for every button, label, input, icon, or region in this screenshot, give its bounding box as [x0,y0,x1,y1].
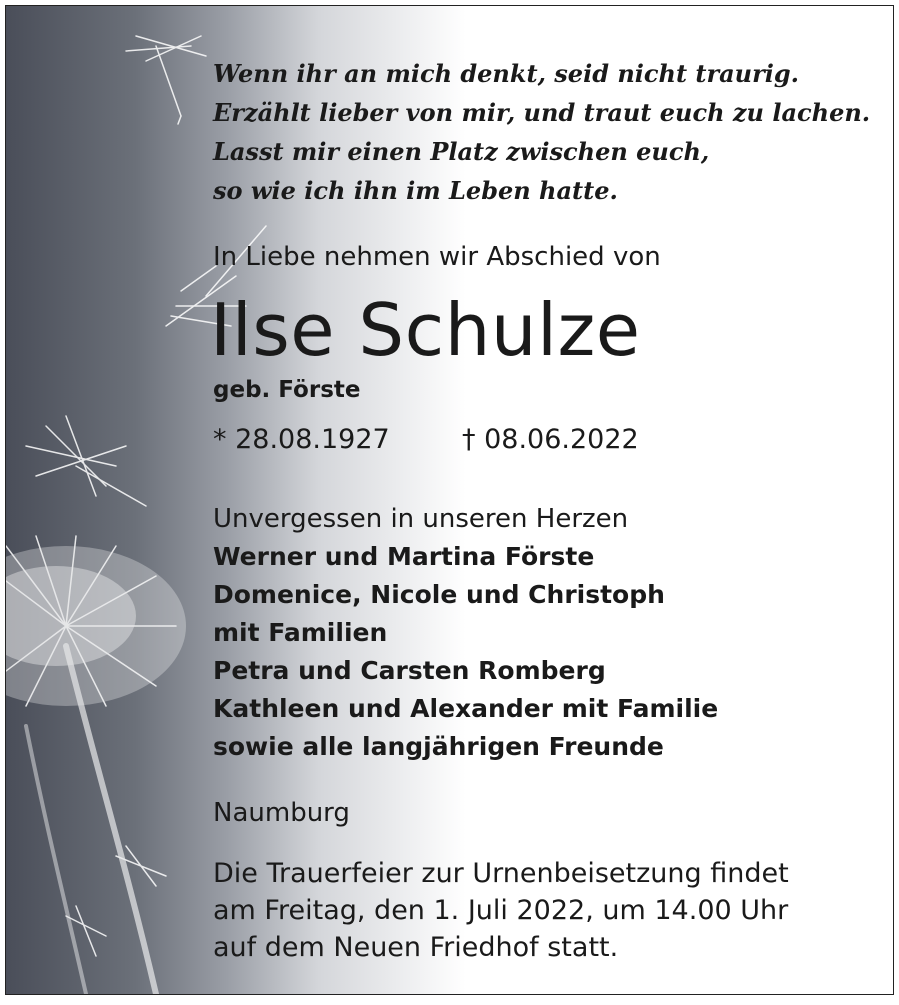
mourner-line: Domenice, Nicole und Christoph [213,580,665,609]
mourner-line: Kathleen und Alexander mit Familie [213,694,719,723]
intro-text: In Liebe nehmen wir Abschied von [213,242,661,272]
birth-date: * 28.08.1927 [213,424,390,455]
notice-text [210,54,883,966]
poem-line: Erzählt lieber von mir, und traut euch zu lachen. [213,98,871,127]
mourners-lead: Unvergessen in unseren Herzen [213,504,629,534]
mourner-line: Petra und Carsten Romberg [213,656,606,685]
mourner-line: Werner und Martina Förste [213,542,595,571]
life-dates [213,423,883,457]
death-date: † 08.06.2022 [462,424,639,455]
birth-name: geb. Förste [213,377,361,403]
funeral-line: Die Trauerfeier zur Urnenbeisetzung findet [213,858,789,889]
mourner-line: sowie alle langjährigen Freunde [213,732,664,761]
deceased-name: Ilse Schulze [210,288,641,372]
obituary-notice [5,5,894,995]
mourner-line: mit Familien [213,618,388,647]
funeral-line: auf dem Neuen Friedhof statt. [213,932,619,963]
funeral-info [213,855,883,966]
poem-line: so wie ich ihn im Leben hatte. [213,176,618,205]
poem-line: Lasst mir einen Platz zwischen euch, [213,137,710,166]
poem [213,54,883,210]
poem-line: Wenn ihr an mich denkt, seid nicht traurig. [213,59,800,88]
funeral-line: am Freitag, den 1. Juli 2022, um 14.00 Uhr [213,895,789,926]
location: Naumburg [213,798,350,828]
mourners-list [213,500,883,766]
